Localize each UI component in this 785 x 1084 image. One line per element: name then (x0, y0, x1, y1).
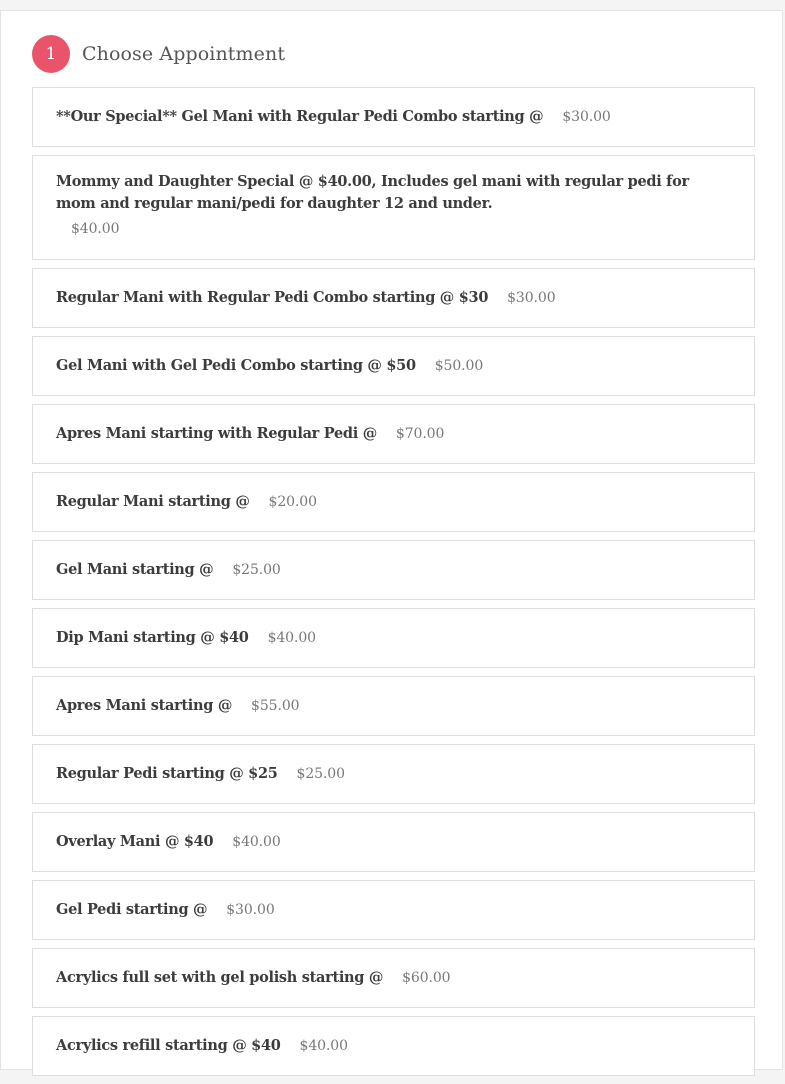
service-option[interactable] (32, 608, 755, 668)
service-price: $40.00 (299, 1038, 348, 1054)
service-price: $55.00 (251, 698, 300, 714)
service-price: $70.00 (395, 426, 445, 442)
service-option[interactable] (32, 744, 755, 804)
service-name: Gel Mani with Gel Pedi Combo starting @ $50 (56, 357, 416, 374)
service-option[interactable] (32, 540, 755, 600)
service-price: $60.00 (402, 970, 451, 986)
service-name: Regular Mani starting @ (56, 493, 250, 510)
service-option[interactable] (32, 472, 755, 532)
appointment-panel (0, 10, 783, 1070)
service-option[interactable] (32, 336, 755, 396)
step-header (32, 35, 285, 73)
service-option[interactable] (32, 812, 755, 872)
step-number-badge: 1 (32, 35, 70, 73)
service-option[interactable] (32, 404, 755, 464)
service-list (32, 87, 755, 1084)
service-price: $50.00 (434, 358, 484, 374)
service-option[interactable] (32, 87, 755, 147)
service-price: $25.00 (296, 766, 345, 782)
service-option[interactable] (32, 155, 755, 260)
service-option[interactable] (32, 948, 755, 1008)
service-price: $30.00 (562, 109, 611, 125)
service-name: Dip Mani starting @ $40 (56, 629, 249, 646)
service-name: Acrylics full set with gel polish starting @ (56, 969, 384, 986)
service-price: $25.00 (232, 562, 281, 578)
service-name: Regular Pedi starting @ $25 (56, 765, 278, 782)
service-name: Overlay Mani @ $40 (56, 833, 214, 850)
service-price: $40.00 (71, 221, 120, 237)
service-price: $20.00 (268, 494, 317, 510)
service-name: Regular Mani with Regular Pedi Combo starting @ $30 (56, 289, 489, 306)
service-price: $40.00 (232, 834, 281, 850)
service-price: $40.00 (267, 630, 316, 646)
service-option[interactable] (32, 268, 755, 328)
service-name: Gel Mani starting @ (56, 561, 214, 578)
service-name: Acrylics refill starting @ $40 (56, 1037, 281, 1054)
service-option[interactable] (32, 676, 755, 736)
service-name: Apres Mani starting @ (56, 697, 233, 714)
service-price: $30.00 (226, 902, 275, 918)
service-name: Gel Pedi starting @ (56, 901, 208, 918)
service-option[interactable] (32, 880, 755, 940)
service-name: **Our Special** Gel Mani with Regular Pedi Combo starting @ (56, 108, 544, 125)
service-name: Mommy and Daughter Special @ $40.00, Includes gel mani with regular pedi for mom and regular mani/pedi for daughter 12 and under. (56, 173, 689, 212)
service-name: Apres Mani starting with Regular Pedi @ (56, 425, 377, 442)
service-option[interactable] (32, 1016, 755, 1076)
service-price: $30.00 (507, 290, 556, 306)
step-title: Choose Appointment (82, 43, 286, 65)
